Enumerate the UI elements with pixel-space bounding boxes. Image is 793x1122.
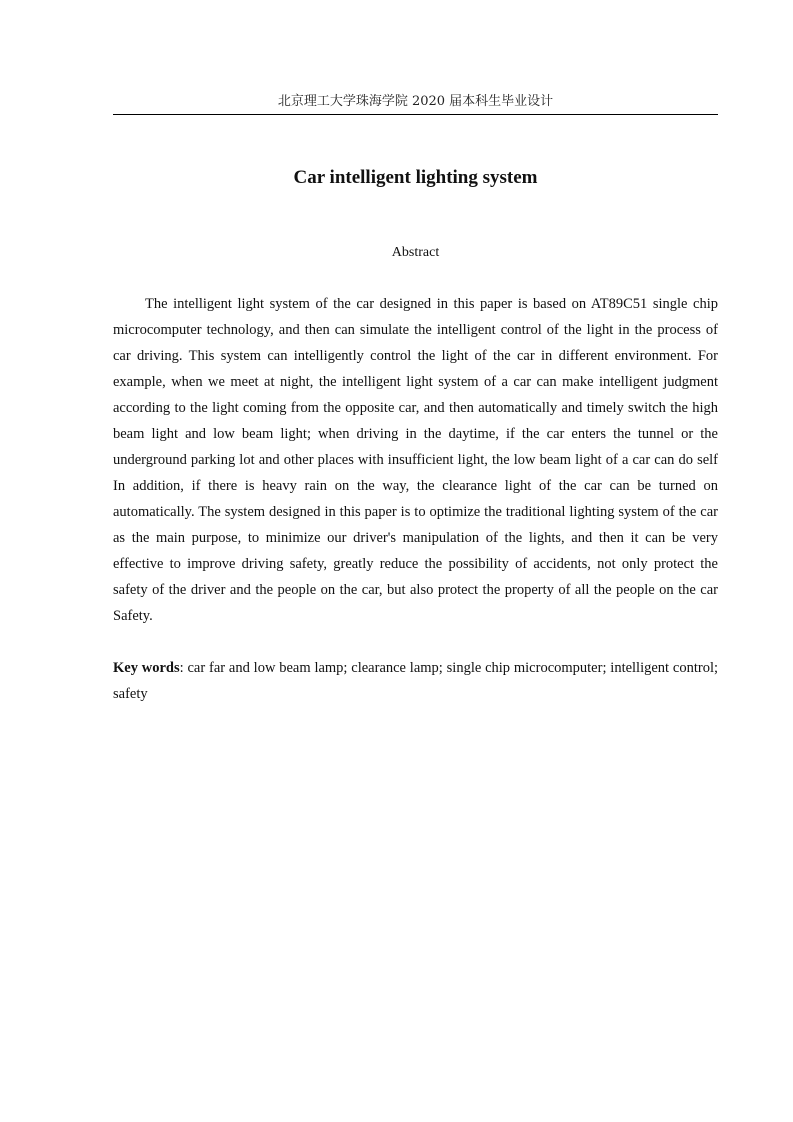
running-header: 北京理工大学珠海学院 2020 届本科生毕业设计 — [277, 94, 554, 109]
abstract-body: The intelligent light system of the car designed in this paper is based on AT89C51 single chip microcomputer technology, and then can simulate the intelligent control of the light in the process of car driving. This system can intelligently control the light of the car in different environment. For example, when we meet at night, the intelligent light system of a car can make intelligent judgment according to the light coming from the opposite car, and then automatically and timely switch the high beam light and low beam light; when driving in the daytime, if the car enters the tunnel or the underground parking lot and other places with insufficient light, the low beam light of a car can do self In addition, if there is heavy rain on the way, the clearance light of the car can be turned on automatically. The system designed in this paper is to optimize the traditional lighting system of the car as the main purpose, to minimize our driver's manipulation of the lights, and then it can be very effective to improve driving safety, greatly reduce the possibility of accidents, not only protect the safety of the driver and the people on the car, but also protect the property of all the people on the car Safety. — [113, 296, 718, 624]
keywords-paragraph — [113, 655, 718, 707]
keywords-separator: : — [179, 660, 188, 676]
keywords-label: Key words — [113, 660, 180, 676]
paper-title: Car intelligent lighting system — [293, 167, 538, 188]
header-divider — [113, 114, 718, 115]
abstract-heading: Abstract — [391, 245, 440, 260]
keywords-list: car far and low beam lamp; clearance lamp; single chip microcomputer; intelligent control; safety — [113, 660, 718, 702]
